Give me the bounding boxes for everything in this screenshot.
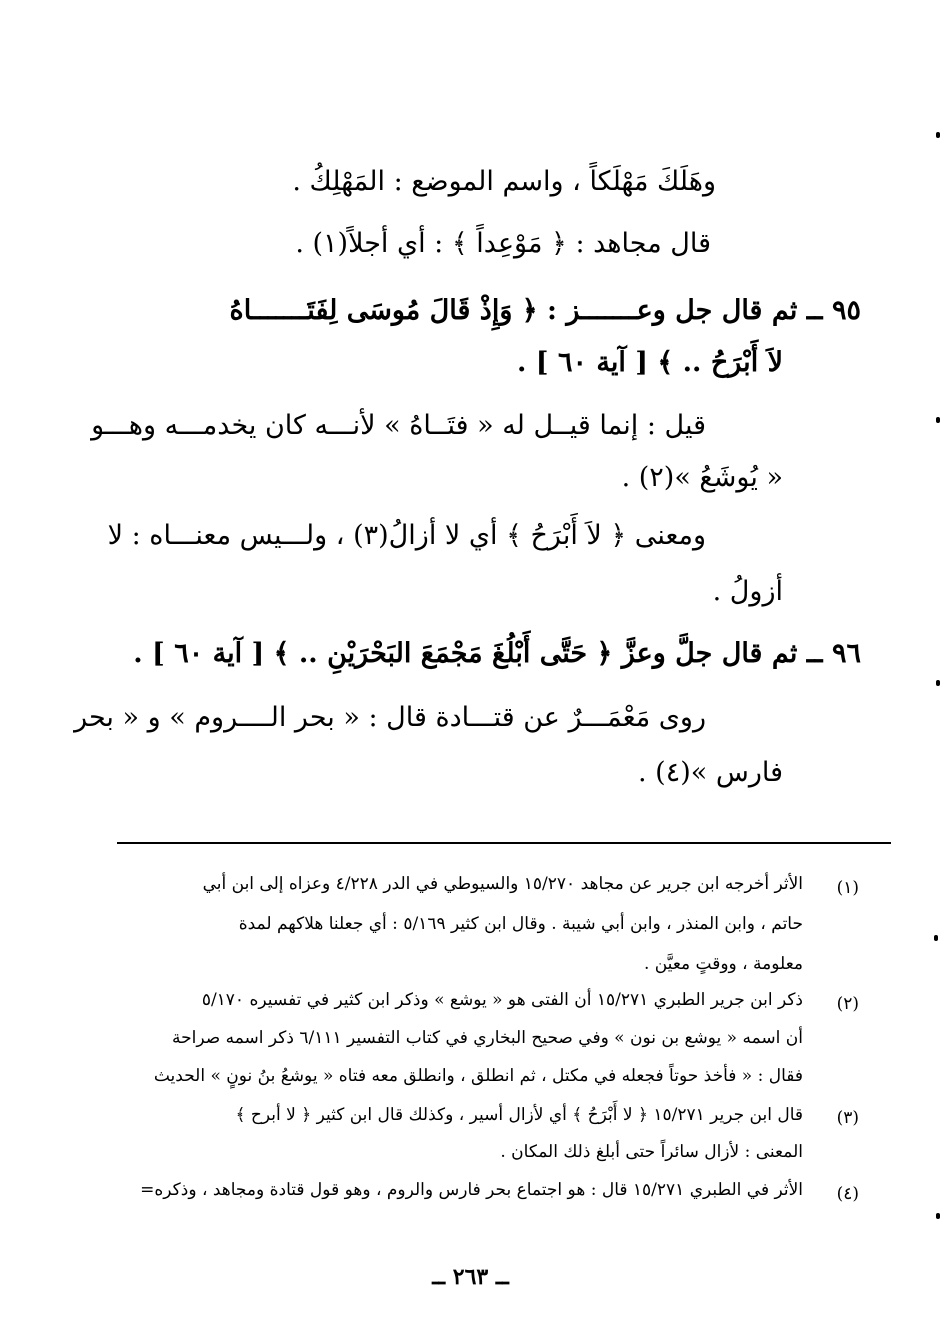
footnote-3-number: (٣) bbox=[836, 1108, 859, 1128]
scan-mark bbox=[934, 935, 938, 941]
footnote-1-line-3: معلومة ، ووقتٍ معيَّن . bbox=[643, 954, 803, 974]
footnote-1-number: (١) bbox=[836, 878, 859, 898]
text-line-10: روى مَعْمَـــرٌ عن قتـــادة قال : « بحر الــــروم » و « بحر bbox=[74, 702, 706, 733]
footnote-3-line-1: قال ابن جرير ١٥/٢٧١ ﴿ لا أَبْرَحُ ﴾ أي لأزال أسير ، وكذلك قال ابن كثير ﴿ لا أبرح ﴾ bbox=[235, 1105, 803, 1125]
footnote-separator bbox=[117, 842, 891, 844]
footnote-4-number: (٤) bbox=[836, 1184, 859, 1204]
footnote-2-line-3: فقال : « فأخذ حوتاً فجعله في مكتل ، ثم انطلق ، وانطلق معه فتاه « يوشعُ بنُ نونٍ » الحديث bbox=[153, 1066, 803, 1086]
footnote-1-line-1: الأثر أخرجه ابن جرير عن مجاهد ١٥/٢٧٠ والسيوطي في الدر ٤/٢٢٨ وعزاه إلى ابن أبي bbox=[202, 874, 803, 894]
entry-95-heading-cont: لاَ أَبْرَحُ .. ﴾ [ آية ٦٠ ] . bbox=[516, 347, 783, 378]
scan-mark bbox=[936, 680, 940, 686]
footnote-2-line-1: ذكر ابن جرير الطبري ١٥/٢٧١ أن الفتى هو « يوشع » وذكر ابن كثير في تفسيره ٥/١٧٠ bbox=[201, 990, 803, 1010]
scan-mark bbox=[936, 132, 940, 138]
footnote-4-line-1: الأثر في الطبري ١٥/٢٧١ قال : هو اجتماع بحر فارس والروم ، وهو قول قتادة ومجاهد ، وذكره= bbox=[140, 1180, 803, 1200]
footnote-1-line-2: حاتم ، وابن المنذر ، وابن أبي شيبة . وقال ابن كثير ٥/١٦٩ : أي جعلنا هلاكهم لمدة bbox=[238, 914, 803, 934]
text-line-1: وهَلَكَ مَهْلَكاً ، واسم الموضع : المَهْلِكُ . bbox=[292, 166, 716, 197]
footnote-2-number: (٢) bbox=[836, 994, 859, 1014]
footnote-3-line-2: المعنى : لأزال سائراً حتى أبلغ ذلك المكان . bbox=[500, 1142, 803, 1162]
scan-mark bbox=[936, 417, 940, 423]
entry-96-heading: ٩٦ ــ ثم قال جلَّ وعزَّ ﴿ حَتَّى أَبْلُغَ مَجْمَعَ البَحْرَيْنِ .. ﴾ [ آية ٦٠ ] . bbox=[133, 638, 861, 669]
text-line-7: ومعنى ﴿ لاَ أَبْرَحُ ﴾ أي لا أزالُ(٣) ، ولـــيس معنـــاه : لا bbox=[107, 520, 706, 551]
text-line-11: فارس »(٤) . bbox=[638, 757, 783, 788]
text-line-2: قال مجاهد : ﴿ مَوْعِداً ﴾ : أي أجلاً(١) . bbox=[295, 228, 711, 259]
page-number: ــ ٢٦٣ ــ bbox=[432, 1264, 509, 1290]
text-line-8: أزولُ . bbox=[712, 576, 783, 607]
footnote-2-line-2: أن اسمه « يوشع بن نون » وفي صحيح البخاري في كتاب التفسير ٦/١١١ ذكر اسمه صراحة bbox=[172, 1028, 803, 1048]
text-line-5: قيل : إنما قيــل له « فتَــاهُ » لأنـــه كان يخدمـــه وهـــو bbox=[91, 410, 706, 441]
scan-mark bbox=[936, 1213, 940, 1219]
entry-95-heading: ٩٥ ــ ثم قال جل وعـــــــز : ﴿ وَإِذْ قَالَ مُوسَى لِفَتَـــــــاهُ bbox=[229, 295, 861, 326]
text-line-6: « يُوشَعُ »(٢) . bbox=[621, 462, 783, 493]
